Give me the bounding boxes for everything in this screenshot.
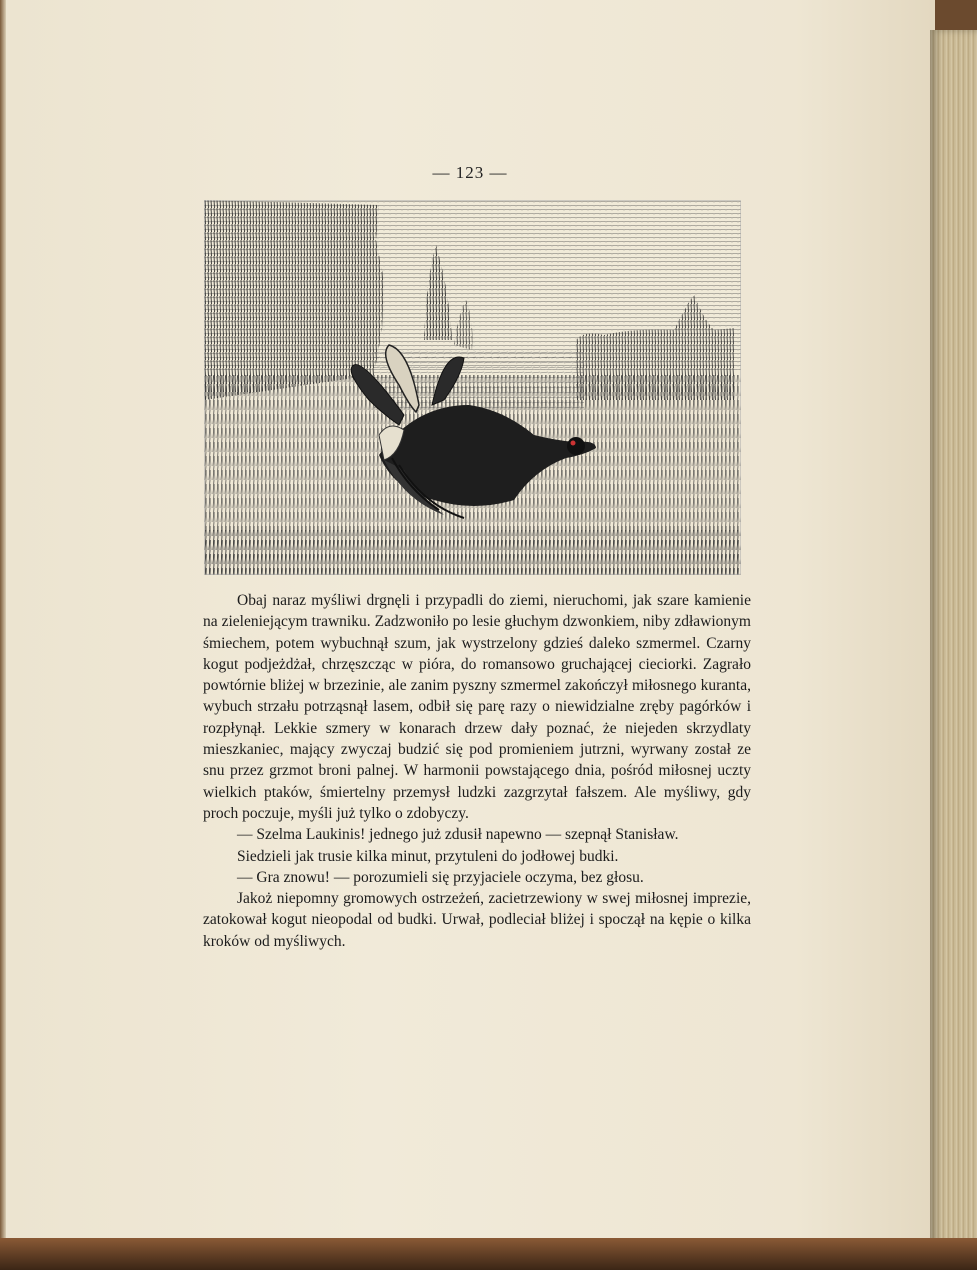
book-cover-bottom (0, 1238, 977, 1270)
page-number: — 123 — (432, 163, 508, 182)
page-left-edge (0, 0, 6, 1250)
body-text (203, 590, 751, 952)
book-fore-edge (930, 30, 977, 1255)
paragraph-1: Obaj naraz myśliwi drgnęli i przypadli do ziemi, nieruchomi, jak szare kamienie na zieleniejącym trawniku. Zadzwoniło po lesie głuchym dzwonkiem, niby zdławionym śmiechem, potem wybuchnął szum, jak wystrzelony gdzieś daleko szmermel. Czarny kogut podjeżdżał, chrzęszcząc w pióra, do romansowo gruchającej cieciorki. Zagrało powtórnie bliżej w brzezinie, ale zanim pyszny szmermel zakończył miłosnego kuranta, wybuch strzału potrząsnął lasem, odbił się parę razy o niewidzialne zręby pagórków i rozpłynął. Lekkie szmery w konarach drzew dały poznać, że niejeden skrzydlaty mieszkaniec, mający zwyczaj budzić się pod promieniem jutrzni, wyrwany został ze snu przez grzmot broni palnej. W harmonii powstającego dnia, pośród miłosnej uczty wielkich ptaków, śmiertelny przemysł ludzki zazgrzytał fałszem. Ale myśliwy, gdy proch poczuje, myśli już tylko o zdobyczy. (203, 592, 751, 822)
black-grouse-illustration (204, 200, 741, 575)
paragraph-2: — Szelma Laukinis! jednego już zdusił napewno — szepnął Stanisław. (237, 826, 679, 844)
paragraph-4: — Gra znowu! — porozumieli się przyjaciele oczyma, bez głosu. (237, 868, 644, 886)
paragraph-5: Jakoż niepomny gromowych ostrzeżeń, zacietrzewiony w swej miłosnej imprezie, zatokował kogut nieopodal od budki. Urwał, podleciał bliżej i spoczął na kępie o kilka kroków od myśliwych. (203, 890, 751, 950)
paragraph-3: Siedzieli jak trusie kilka minut, przytuleni do jodłowej budki. (237, 847, 619, 865)
